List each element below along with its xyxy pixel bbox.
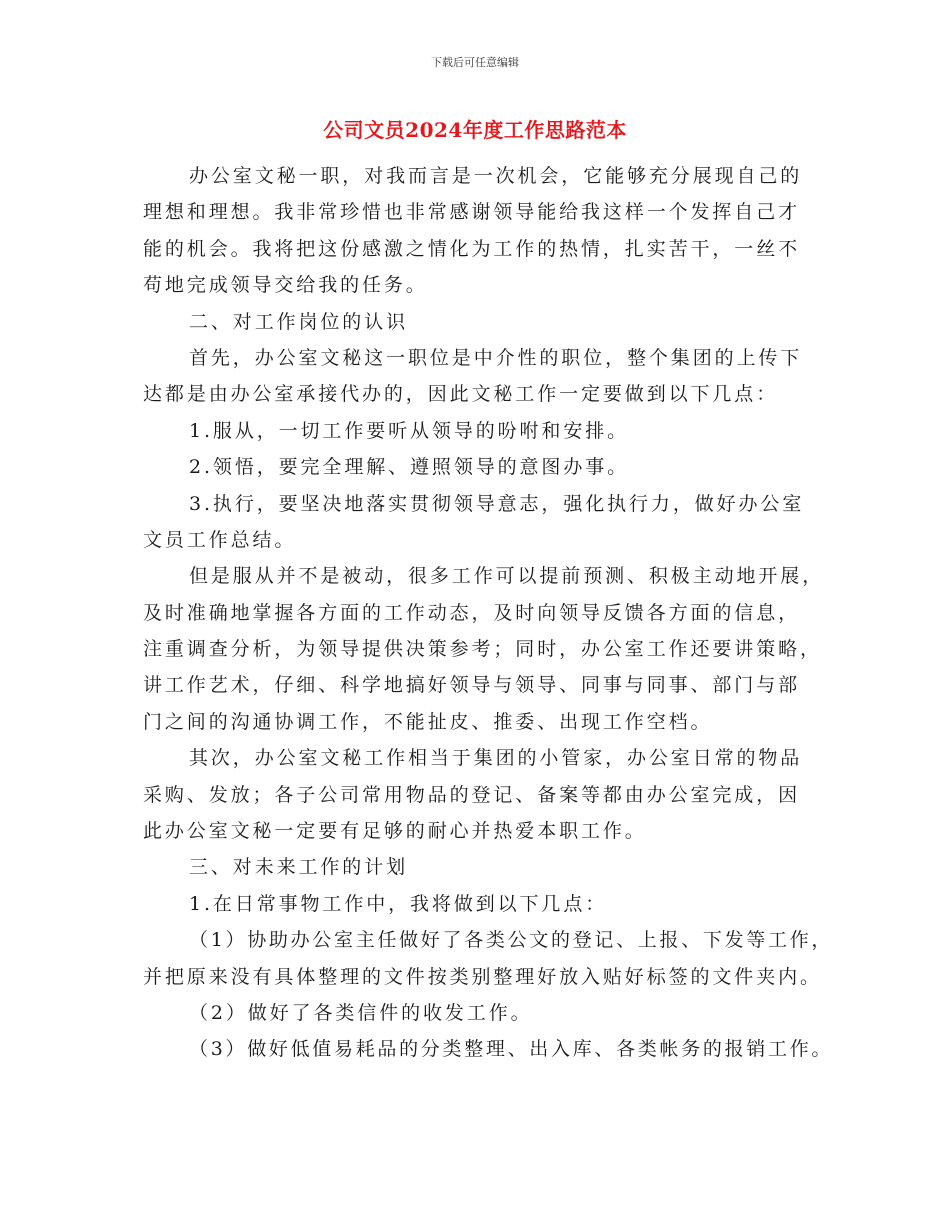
text-line: 文员工作总结。 <box>143 528 297 551</box>
text-line: 苟地完成领导交给我的任务。 <box>143 274 428 297</box>
list-item: 1.在日常事物工作中，我将做到以下几点： <box>189 892 608 915</box>
text-line: 其次，办公室文秘工作相当于集团的小管家，办公室日常的物品 <box>189 747 803 770</box>
text-line: 及时准确地掌握各方面的工作动态，及时向领导反馈各方面的信息， <box>143 601 801 624</box>
list-item: 1.服从，一切工作要听从领导的吩咐和安排。 <box>189 419 630 442</box>
list-item: （1）协助办公室主任做好了各类公文的登记、上报、下发等工作， <box>189 929 834 952</box>
text-line: 并把原来没有具体整理的文件按类别整理好放入贴好标签的文件夹内。 <box>143 965 822 988</box>
text-line: 注重调查分析，为领导提供决策参考；同时，办公室工作还要讲策略， <box>143 638 822 661</box>
section-heading: 三、对未来工作的计划 <box>189 856 409 879</box>
text-line: 门之间的沟通协调工作，不能扯皮、推委、出现工作空档。 <box>143 710 713 733</box>
document-body <box>143 158 833 1068</box>
text-line: 能的机会。我将把这份感激之情化为工作的热情，扎实苦干，一丝不 <box>143 237 801 260</box>
header-note: 下载后可任意编辑 <box>431 56 519 69</box>
text-line: 采购、发放；各子公司常用物品的登记、备案等都由办公室完成，因 <box>143 783 801 806</box>
text-line: 但是服从并不是被动，很多工作可以提前预测、积极主动地开展， <box>189 565 825 588</box>
text-line: 理想和理想。我非常珍惜也非常感谢领导能给我这样一个发挥自己才 <box>143 201 801 224</box>
list-item: 3.执行，要坚决地落实贯彻领导意志，强化执行力，做好办公室 <box>189 492 805 515</box>
list-item: （3）做好低值易耗品的分类整理、出入库、各类帐务的报销工作。 <box>189 1038 834 1061</box>
text-line: 此办公室文秘一定要有足够的耐心并热爱本职工作。 <box>143 820 647 843</box>
text-line: 办公室文秘一职，对我而言是一次机会，它能够充分展现自己的 <box>189 165 803 187</box>
text-line: 首先，办公室文秘这一职位是中介性的职位，整个集团的上传下 <box>189 346 803 369</box>
section-heading: 二、对工作岗位的认识 <box>189 310 409 333</box>
text-line: 达都是由办公室承接代办的，因此文秘工作一定要做到以下几点： <box>143 383 779 406</box>
text-line: 讲工作艺术，仔细、科学地搞好领导与领导、同事与同事、部门与部 <box>143 674 801 697</box>
list-item: （2）做好了各类信件的收发工作。 <box>189 1001 533 1024</box>
document-title: 公司文员2024年度工作思路范本 <box>323 118 627 142</box>
list-item: 2.领悟，要完全理解、遵照领导的意图办事。 <box>189 456 630 479</box>
